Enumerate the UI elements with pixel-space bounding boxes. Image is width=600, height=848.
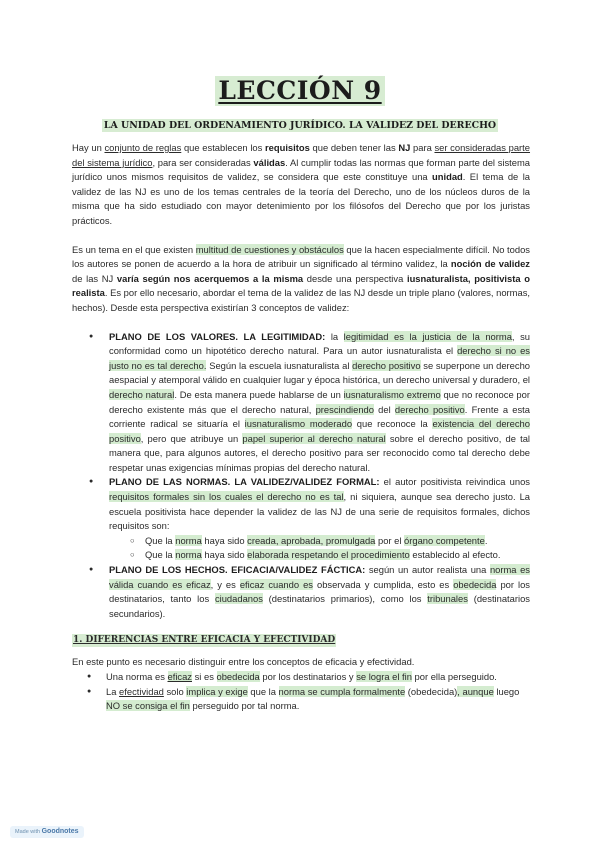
requisito-item: ○ Que la norma haya sido creada, aprobada, promulgada por el órgano competente. [109,534,530,549]
efectividad-item: ● La efectividad solo implica y exige que la norma se cumpla formalmente (obedecida), aunque luego NO se consiga el fin perseguido por tal norma. [72,685,530,714]
page-subtitle: LA UNIDAD DEL ORDENAMIENTO JURÍDICO. LA VALIDEZ DEL DERECHO [103,120,497,131]
eficacia-item: ● Una norma es eficaz si es obedecida por los destinatarios y se logra el fin por ella perseguido. [72,670,530,685]
spacer [72,229,530,243]
badge-brand: Goodnotes [41,828,79,835]
spacer [72,647,530,655]
subtitle-wrap [0,115,600,133]
intro-paragraph-1: Hay un conjunto de reglas que establecen los requisitos que deben tener las NJ para ser consideradas parte del sistema jurídico, para ser consideradas válidas. Al cumplir todas las normas que forman parte del sistema jurídico unos mismos requisitos de validez, se considera que este constituye una unidad. El tema de la validez de las NJ es uno de los temas centrales de la teoría del Derecho, uno de los núcleos duros de la misma que ha sido estudiado con mayor detenimiento por los filósofos del Derecho que por los juristas prácticos. [72,142,531,226]
page-title: LECCIÓN 9 [215,76,384,106]
section-1-list [72,670,530,714]
section-1-heading: 1. DIFERENCIAS ENTRE EFICACIA Y EFECTIVIDAD [73,635,336,646]
intro-paragraph-2: Es un tema en el que existen multitud de cuestiones y obstáculos que la hacen especialmente difícil. No todos los autores se ponen de acuerdo a la hora de atribuir un significado al término validez, la noción de validez de las NJ varía según nos acerquemos a la misma desde una perspectiva iusnaturalista, positivista o realista. Es por ello necesario, abordar el tema de la validez de las NJ desde un triple plano (valores, normas, hechos). Desde esta perspectiva existirían 3 conceptos de validez: [72,243,530,313]
goodnotes-badge [10,826,84,838]
plano-hechos: ● PLANO DE LOS HECHOS. EFICACIA/VALIDEZ FÁCTICA: según un autor realista una norma es válida cuando es eficaz, y es eficaz cuando es observada y cumplida, esto es obedecida por los destinatarios, tanto los ciudadanos (destinatarios primarios), como los tribunales (destinatarios secundarios). [72,563,530,621]
requisitos-sublist [109,534,530,563]
plano-valores: ● PLANO DE LOS VALORES. LA LEGITIMIDAD: la legitimidad es la justicia de la norma, su conformidad como un hipotético derecho natural. Para un autor iusnaturalista el derecho si no es justo no es tal derecho. Según la escuela iusnaturalista al derecho positivo se superpone un derecho aespacial y atemporal válido en cualquier lugar y época histórica, un derecho universal y duradero, el derecho natural. De esta manera puede hablarse de un iusnaturalismo extremo que no reconoce por derecho existente más que el derecho natural, prescindiendo del derecho positivo. Frente a esta corriente radical se situaría el iusnaturalismo moderado que reconoce la existencia del derecho positivo, pero que atribuye un papel superior al derecho natural sobre el derecho positivo, de tal manera que, para algunos autores, el derecho positivo para ser reconocido como tal derecho debe respetar unas exigencias mínimas propias del derecho natural. [72,330,530,476]
badge-made-with: Made with [15,829,41,835]
planos-list [72,330,530,622]
term-conjunto-reglas: conjunto de reglas [104,142,182,153]
requisito-item: ○ Que la norma haya sido elaborada respetando el procedimiento establecido al efecto. [109,548,530,563]
section-1-intro: En este punto es necesario distinguir entre los conceptos de eficacia y efectividad. [72,656,415,668]
section-1-heading-wrap [72,632,530,647]
plano-normas: ● PLANO DE LAS NORMAS. LA VALIDEZ/VALIDEZ FORMAL: el autor positivista reivindica unos requisitos formales sin los cuales el derecho no es tal, ni siquiera, aunque sea derecho justo. La escuela positivista hace depender la validez de las NJ de una serie de requisitos formales, dichos requisitos son: ○ Que la norma haya sido creada, aprobada, promulgada por el órgano competente. ○ Que la norma haya sido elaborada respetando el procedimiento establecido al efecto. [72,475,530,563]
title-wrap [0,76,600,106]
document-body [72,141,530,714]
